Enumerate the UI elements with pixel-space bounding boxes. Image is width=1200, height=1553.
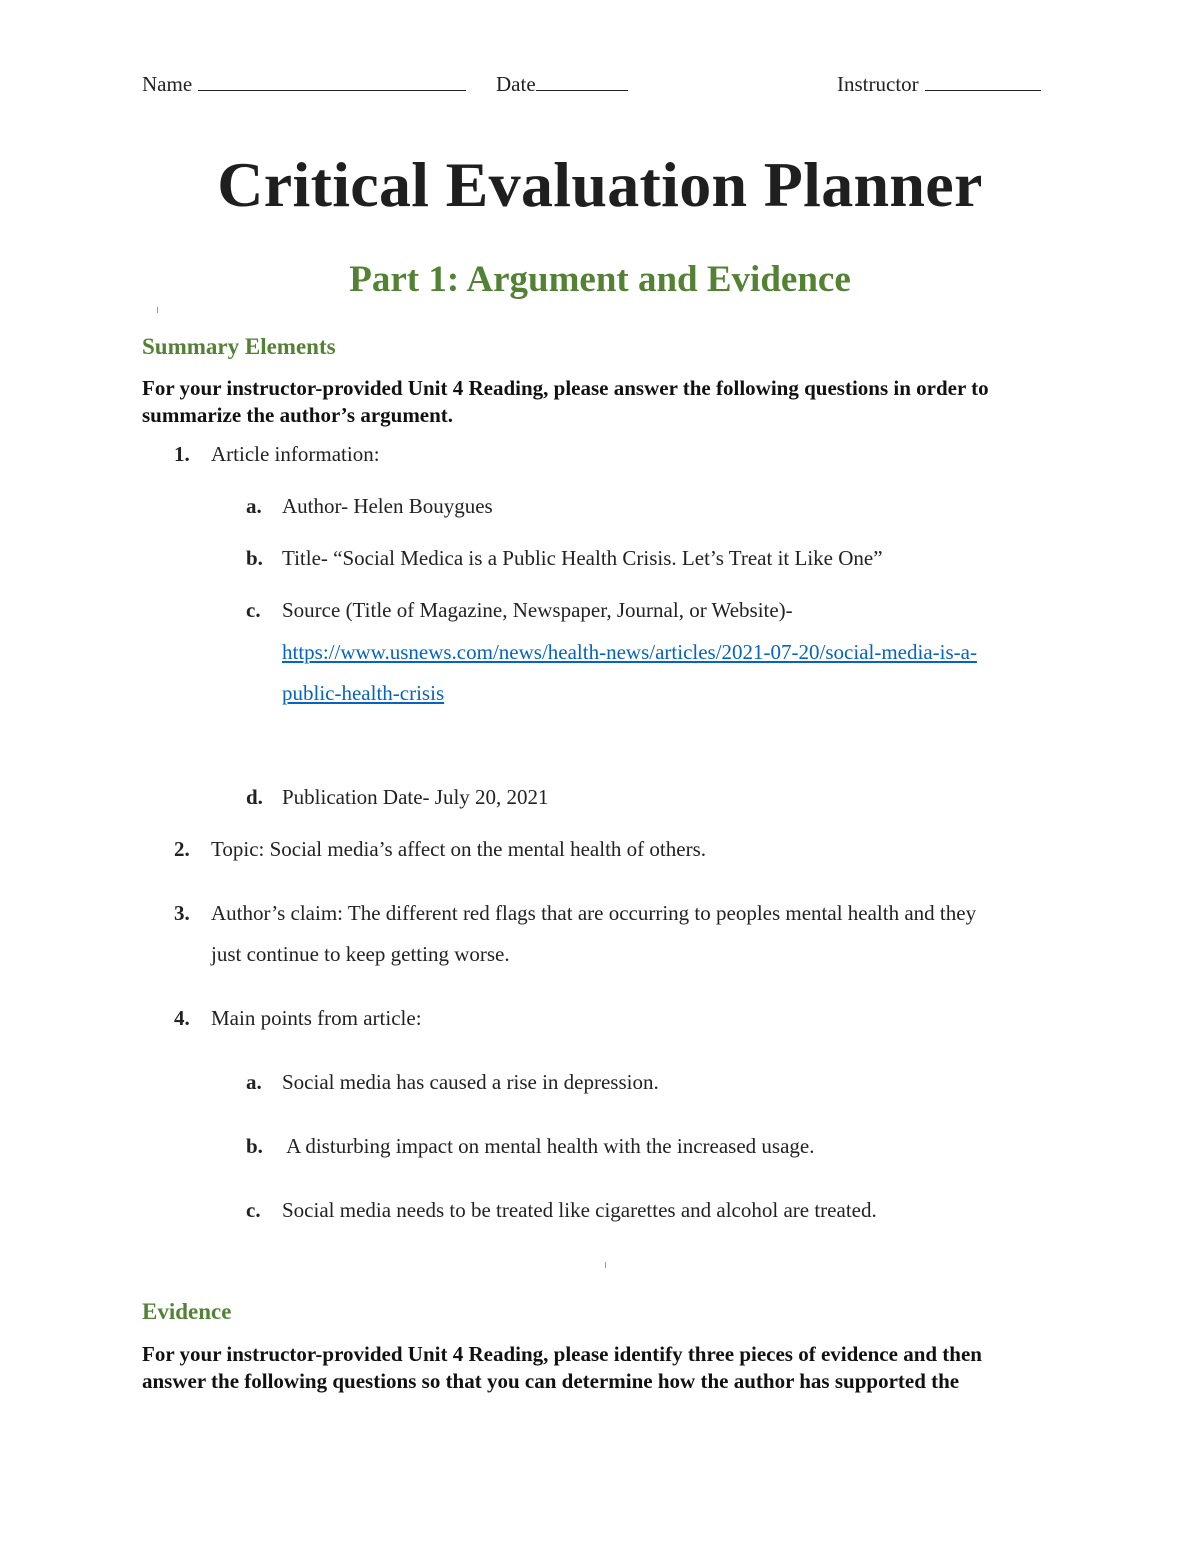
list-item-text: Topic: Social media’s affect on the mental health of others. <box>211 837 706 861</box>
date-blank[interactable] <box>536 72 628 91</box>
list-item-text: just continue to keep getting worse. <box>211 942 510 966</box>
sublist-letter: c. <box>246 598 261 622</box>
list-number: 3. <box>174 901 190 925</box>
sublist-text: Source (Title of Magazine, Newspaper, Journal, or Website)- <box>282 598 793 622</box>
sublist-text: Author- Helen Bouygues <box>282 494 493 518</box>
sublist-text: Title- “Social Medica is a Public Health Crisis. Let’s Treat it Like One” <box>282 546 883 570</box>
list-item-text: Article information: <box>211 442 380 466</box>
sublist-letter: a. <box>246 494 262 518</box>
sublist-letter: a. <box>246 1070 262 1094</box>
sublist-text: Social media has caused a rise in depression. <box>282 1070 659 1094</box>
document-title: Critical Evaluation Planner <box>217 149 983 220</box>
paragraph-mark <box>157 307 158 313</box>
list-item-3-continued <box>211 934 510 975</box>
instructor-label: Instructor <box>837 72 919 96</box>
evidence-instructions <box>142 1341 1102 1395</box>
source-link-continued[interactable]: public-health-crisis <box>282 681 445 705</box>
evidence-instructions-line2: answer the following questions so that you can determine how the author has supported the <box>142 1369 960 1393</box>
sublist-letter: b. <box>246 546 263 570</box>
part-title: Part 1: Argument and Evidence <box>349 259 851 300</box>
summary-instructions-line2: summarize the author’s argument. <box>142 403 454 427</box>
summary-instructions-line1: For your instructor-provided Unit 4 Reading, please answer the following questions in order to <box>142 376 989 400</box>
date-field[interactable] <box>496 72 628 97</box>
name-label: Name <box>142 72 193 96</box>
sublist-letter: d. <box>246 785 263 809</box>
list-number: 4. <box>174 1006 190 1030</box>
summary-instructions <box>142 375 1102 429</box>
evidence-instructions-line1: For your instructor-provided Unit 4 Reading, please identify three pieces of evidence and then <box>142 1342 982 1366</box>
instructor-blank[interactable] <box>925 72 1041 91</box>
sublist-letter: b. <box>246 1134 263 1158</box>
source-link[interactable]: https://www.usnews.com/news/health-news/articles/2021-07-20/social-media-is-a- <box>282 640 977 664</box>
summary-heading: Summary Elements <box>142 334 336 359</box>
instructor-field[interactable] <box>837 72 1041 97</box>
source-link-line1[interactable] <box>282 632 977 673</box>
sublist-text: Publication Date- July 20, 2021 <box>282 785 549 809</box>
date-label: Date <box>496 72 536 96</box>
sublist-letter: c. <box>246 1198 261 1222</box>
paragraph-mark <box>605 1262 606 1268</box>
source-link-line2[interactable] <box>282 673 444 714</box>
list-item-text: Main points from article: <box>211 1006 422 1030</box>
name-blank[interactable] <box>198 72 466 91</box>
list-number: 1. <box>174 442 190 466</box>
list-number: 2. <box>174 837 190 861</box>
sublist-text: A disturbing impact on mental health with the increased usage. <box>282 1134 815 1158</box>
list-item-text: Author’s claim: The different red flags that are occurring to peoples mental health and they <box>211 901 977 925</box>
evidence-heading: Evidence <box>142 1299 232 1324</box>
name-field[interactable] <box>142 72 466 97</box>
sublist-text: Social media needs to be treated like cigarettes and alcohol are treated. <box>282 1198 877 1222</box>
